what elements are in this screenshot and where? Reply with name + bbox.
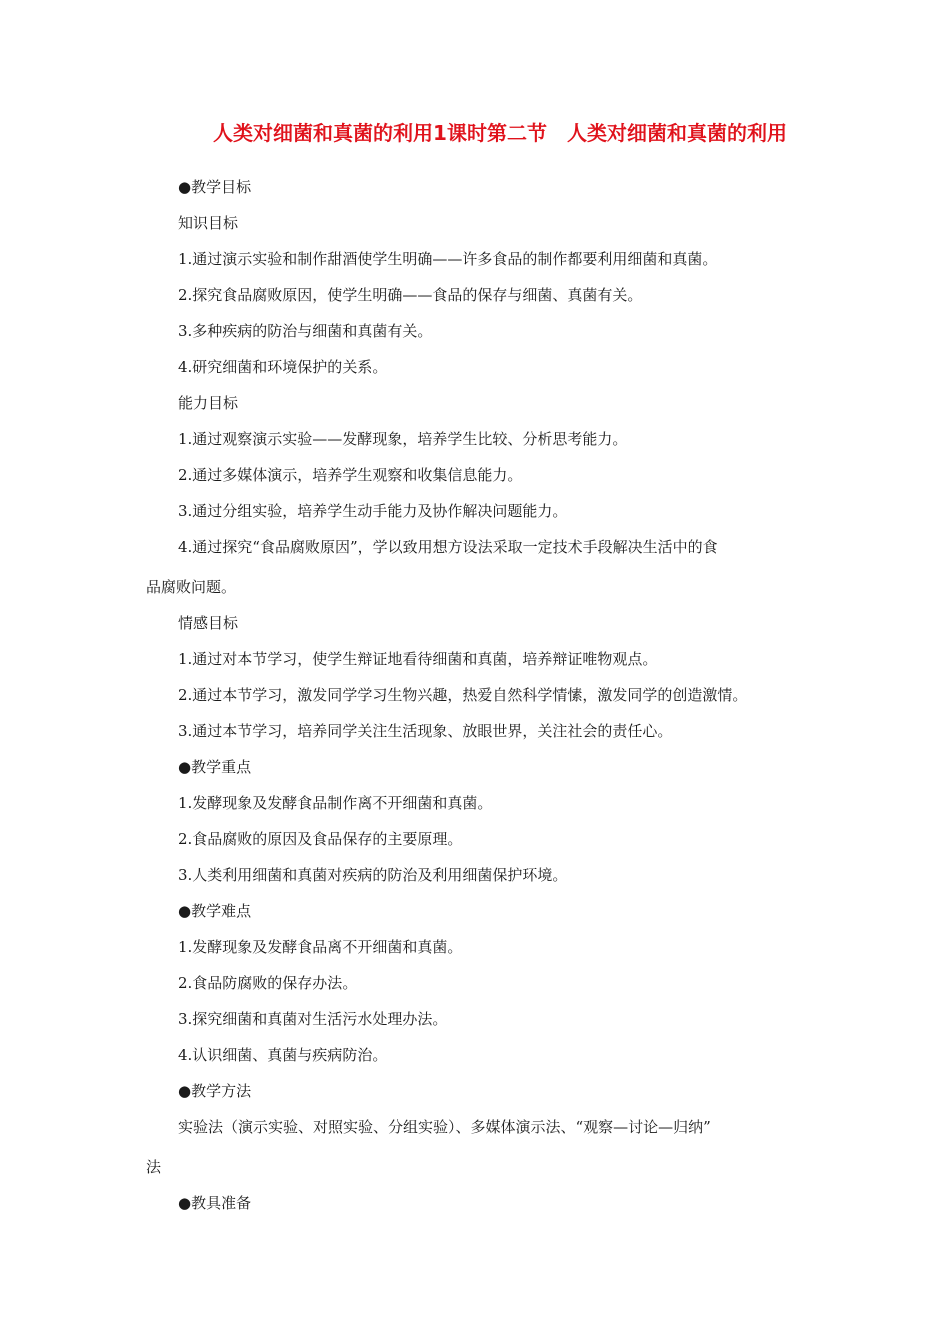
section-heading-methods: ●教学方法 — [178, 1082, 252, 1100]
section-heading-teaching-aids: ●教具准备 — [178, 1194, 252, 1212]
paragraph: 3.人类利用细菌和真菌对疾病的防治及利用细菌保护环境。 — [178, 866, 568, 884]
paragraph: 4.研究细菌和环境保护的关系。 — [178, 358, 388, 376]
paragraph-continuation: 法 — [146, 1158, 162, 1176]
paragraph: 1.通过观察演示实验——发酵现象，培养学生比较、分析思考能力。 — [178, 430, 628, 448]
paragraph: 1.通过对本节学习，使学生辩证地看待细菌和真菌，培养辩证唯物观点。 — [178, 650, 658, 668]
paragraph: 4.通过探究“食品腐败原因”，学以致用想方设法采取一定技术手段解决生活中的食 — [178, 538, 718, 556]
subheading-knowledge: 知识目标 — [178, 214, 239, 232]
subheading-ability: 能力目标 — [178, 394, 239, 412]
paragraph: 3.多种疾病的防治与细菌和真菌有关。 — [178, 322, 433, 340]
paragraph: 2.探究食品腐败原因，使学生明确——食品的保存与细菌、真菌有关。 — [178, 286, 643, 304]
paragraph: 2.食品防腐败的保存办法。 — [178, 974, 358, 992]
subheading-emotion: 情感目标 — [178, 614, 239, 632]
section-heading-key-points: ●教学重点 — [178, 758, 252, 776]
document-title: 人类对细菌和真菌的利用1课时第二节 人类对细菌和真菌的利用 — [213, 121, 787, 145]
paragraph: 2.通过本节学习，激发同学学习生物兴趣，热爱自然科学情愫，激发同学的创造激情。 — [178, 686, 748, 704]
paragraph: 3.通过分组实验，培养学生动手能力及协作解决问题能力。 — [178, 502, 568, 520]
paragraph: 3.通过本节学习，培养同学关注生活现象、放眼世界，关注社会的责任心。 — [178, 722, 673, 740]
section-heading-difficulties: ●教学难点 — [178, 902, 252, 920]
paragraph: 1.发酵现象及发酵食品离不开细菌和真菌。 — [178, 938, 463, 956]
paragraph: 3.探究细菌和真菌对生活污水处理办法。 — [178, 1010, 448, 1028]
paragraph: 1.发酵现象及发酵食品制作离不开细菌和真菌。 — [178, 794, 493, 812]
section-heading-objectives: ●教学目标 — [178, 178, 252, 196]
paragraph: 2.食品腐败的原因及食品保存的主要原理。 — [178, 830, 463, 848]
paragraph: 2.通过多媒体演示，培养学生观察和收集信息能力。 — [178, 466, 523, 484]
paragraph: 实验法（演示实验、对照实验、分组实验）、多媒体演示法、“观察—讨论—归纳” — [178, 1118, 711, 1136]
paragraph: 4.认识细菌、真菌与疾病防治。 — [178, 1046, 388, 1064]
paragraph: 1.通过演示实验和制作甜酒使学生明确——许多食品的制作都要利用细菌和真菌。 — [178, 250, 718, 268]
paragraph-continuation: 品腐败问题。 — [146, 578, 237, 596]
